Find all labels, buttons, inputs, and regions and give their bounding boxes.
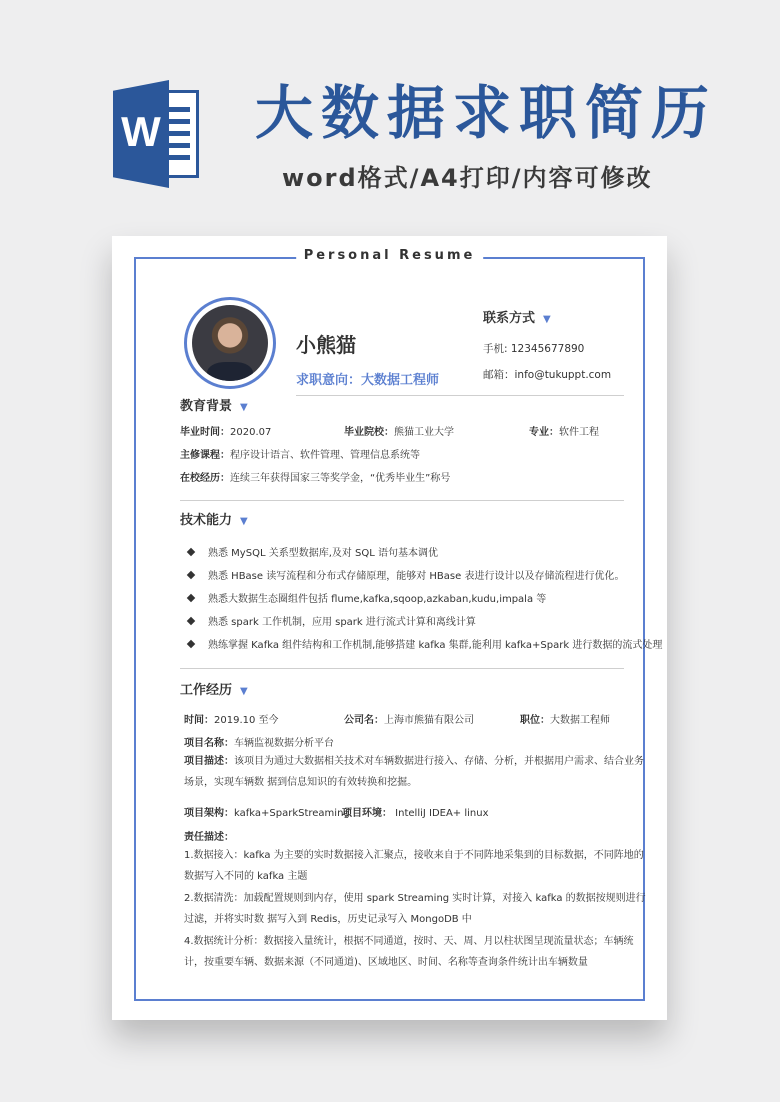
- duty-heading: 责任描述：: [184, 832, 234, 843]
- word-icon: W: [113, 80, 199, 188]
- duty-item: 2.数据清洗：加载配置规则到内存，使用 spark Streaming 实时计算，对接入 kafka 的数据按规则进行过滤，并将实时数 据写入到 Redis，历史记录写入 MongoDB 中: [184, 893, 646, 925]
- resume-frame: [134, 248, 663, 1001]
- divider: [296, 395, 624, 396]
- contact-phone: 手机: 12345677890: [483, 343, 585, 355]
- project-name: 项目名称：车辆监视数据分析平台: [184, 738, 334, 749]
- skill-item: 熟悉大数据生态圈组件包括 flume,kafka,sqoop,azkaban,kudu,impala 等: [188, 590, 546, 605]
- campus-experience: 在校经历：连续三年获得国家三等奖学金，“优秀毕业生”称号: [180, 473, 451, 484]
- project-description: 项目描述：该项目为通过大数据相关技术对车辆数据进行接入、存储、分析，并根据用户需求、结合业务场景，实现车辆数 据到信息知识的有效转换和挖掘。: [184, 756, 644, 788]
- skill-item: 熟悉 MySQL 关系型数据库,及对 SQL 语句基本调优: [188, 544, 438, 559]
- contact-email: 邮箱：info@tukuppt.com: [483, 369, 612, 381]
- school: 毕业院校：熊猫工业大学: [344, 427, 454, 438]
- triangle-down-icon: ▼: [543, 314, 551, 325]
- skill-item: 熟悉 HBase 读写流程和分布式存储原理，能够对 HBase 表进行设计以及存储流程进行优化。: [188, 567, 624, 582]
- banner: [0, 0, 780, 230]
- work-heading: 工作经历 ▼: [180, 683, 248, 698]
- diamond-bullet-icon: [187, 571, 195, 579]
- avatar: [184, 297, 276, 389]
- triangle-down-icon: ▼: [240, 402, 248, 413]
- contact-heading: 联系方式 ▼: [483, 311, 551, 326]
- triangle-down-icon: ▼: [240, 686, 248, 697]
- skills-heading: 技术能力 ▼: [180, 513, 248, 528]
- candidate-name: 小熊猫: [296, 333, 356, 357]
- resume-page: [112, 236, 667, 1020]
- frame-title: Personal Resume: [296, 248, 484, 263]
- company: 公司名：上海市熊猫有限公司: [344, 715, 474, 726]
- major: 专业：软件工程: [529, 427, 599, 438]
- grad-time: 毕业时间：2020.07: [180, 427, 272, 438]
- diamond-bullet-icon: [187, 617, 195, 625]
- work-time: 时间：2019.10 至今: [184, 715, 279, 726]
- banner-subtitle: word格式/A4打印/内容可修改: [282, 164, 653, 192]
- job-intent: 求职意向：大数据工程师: [296, 373, 440, 388]
- duty-item: 4.数据统计分析：数据接入量统计，根据不同通道，按时、天、周、月以柱状图呈现流量状态；车辆统计，按重要车辆、数据来源（不同通道)、区域地区、时间、名称等查询条件统计出车辆数量: [184, 936, 634, 968]
- diamond-bullet-icon: [187, 548, 195, 556]
- duty-item: 1.数据接入：kafka 为主要的实时数据接入汇聚点，接收来自于不同阵地采集到的目标数据，不同阵地的数据写入不同的 kafka 主题: [184, 850, 644, 882]
- courses: 主修课程：程序设计语言、软件管理、管理信息系统等: [180, 450, 420, 461]
- position: 职位：大数据工程师: [520, 715, 610, 726]
- diamond-bullet-icon: [187, 640, 195, 648]
- banner-title: 大数据求职简历: [255, 79, 718, 147]
- triangle-down-icon: ▼: [240, 516, 248, 527]
- project-environment: 项目环境： IntelliJ IDEA+ linux: [342, 808, 489, 819]
- skill-item: 熟练掌握 Kafka 组件结构和工作机制,能够搭建 kafka 集群,能利用 kafka+Spark 进行数据的流式处理: [188, 636, 662, 651]
- skill-item: 熟悉 spark 工作机制，应用 spark 进行流式计算和离线计算: [188, 613, 476, 628]
- divider: [180, 500, 624, 501]
- divider: [180, 668, 624, 669]
- education-heading: 教育背景 ▼: [180, 399, 248, 414]
- diamond-bullet-icon: [187, 594, 195, 602]
- project-architecture: 项目架构：kafka+SparkStreaming: [184, 808, 350, 819]
